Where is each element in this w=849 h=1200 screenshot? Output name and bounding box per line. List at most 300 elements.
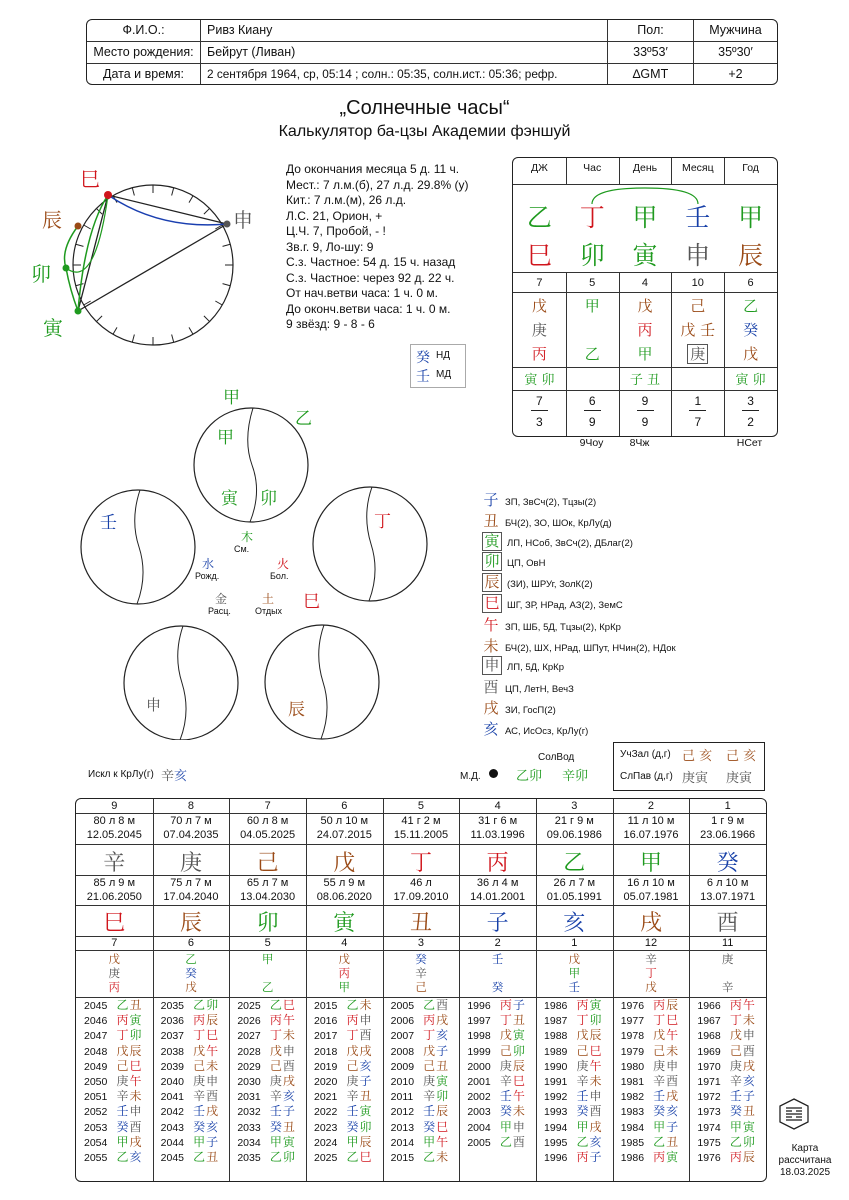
luck-age-mid: 16 л 10 м (627, 877, 675, 889)
clock-point-chen (75, 223, 82, 230)
year-number: 1980 (620, 1060, 645, 1073)
luck-pillars-table (75, 798, 767, 1182)
year-number: 2003 (467, 1106, 491, 1119)
year-stem: 癸 (729, 1104, 742, 1119)
star-row (482, 656, 564, 676)
hidden-stem-boxed: 庚 (687, 344, 708, 364)
luck-branch: 卯 (256, 911, 279, 936)
pillar-header: ДЖ (530, 162, 548, 174)
pillar-hidden-stem: 丙 (637, 321, 653, 339)
year-number: 2034 (237, 1136, 261, 1149)
year-stem: 壬 (423, 1104, 436, 1119)
element-char: 土 (261, 592, 274, 606)
fraction-bar (742, 410, 759, 411)
luck-stem: 辛 (103, 851, 126, 876)
year-stem: 壬 (346, 1104, 359, 1119)
star-text: ШГ, ЗР, НРад, АЗ(2), ЗемС (507, 600, 623, 611)
star-text: ЗП, ЗвСч(2), Тцзы(2) (505, 497, 597, 508)
luck-number: 3 (417, 937, 425, 949)
name-value: Ривз Киану (201, 20, 608, 41)
luck-date-start: 23.06.1966 (700, 829, 756, 841)
year-number: 2005 (390, 1000, 415, 1012)
year-number: 2053 (84, 1121, 108, 1134)
pillar-column (724, 158, 777, 436)
year-number: 1986 (620, 1152, 645, 1164)
note-year: НСет (736, 437, 763, 449)
year-number: 1978 (620, 1030, 645, 1043)
solvod-1: 乙卯 (516, 769, 543, 784)
year-stem: 乙 (423, 1150, 436, 1164)
luck-date-start: 09.06.1986 (546, 829, 602, 841)
year-number: 2039 (160, 1060, 185, 1073)
star-branch-char: 戌 (483, 699, 499, 717)
md-label: М.Д. (460, 771, 481, 782)
luck-column (76, 799, 153, 1181)
star-branch-char: 丑 (483, 511, 499, 530)
star-branch-char: 未 (483, 636, 499, 655)
sl-label: СлПав (д,г) (620, 771, 673, 782)
luck-hidden-stem: 癸 (491, 980, 504, 994)
luck-number: 1 (571, 937, 578, 949)
luck-year-row (314, 1028, 372, 1044)
element-center-item (234, 528, 284, 554)
luck-stem: 戊 (333, 851, 356, 876)
luck-hidden-stem: 戊 (645, 980, 657, 994)
pillar-column (566, 158, 619, 436)
fraction-bar (531, 410, 548, 411)
element-char: 金 (214, 592, 227, 606)
luck-year-row (237, 1074, 295, 1090)
star-row (482, 677, 574, 697)
luck-year-row (621, 1074, 679, 1090)
luck-year-row (544, 1089, 602, 1105)
luck-age-start: 70 л 7 м (170, 815, 212, 827)
year-number: 2037 (160, 1030, 185, 1043)
luck-year-row (391, 1150, 449, 1166)
year-number: 2021 (314, 1091, 338, 1104)
year-stem: 庚 (193, 1074, 206, 1088)
luck-year-row (621, 1104, 679, 1120)
palace-top-label: НД (436, 350, 450, 361)
uch-1: 己 亥 (682, 749, 713, 764)
year-number: 2025 (314, 1152, 338, 1164)
iskl-chars: 辛亥 (161, 769, 188, 784)
pillar-hidden-stem: 庚 (531, 321, 547, 339)
element-center-item (270, 555, 320, 581)
year-branch: 子 (589, 1150, 602, 1164)
clock-tick (204, 208, 210, 214)
luck-hidden-stem: 癸 (185, 966, 197, 980)
luck-age-start: 21 г 9 м (554, 815, 594, 827)
luck-stem: 己 (256, 851, 279, 876)
luck-year-row (467, 1104, 525, 1120)
year-number: 1979 (620, 1045, 645, 1058)
luck-hidden-stem: 戊 (108, 952, 121, 966)
solvod-label: СолВод (538, 752, 575, 763)
year-stem: 己 (269, 1058, 282, 1073)
year-number: 1994 (544, 1121, 568, 1134)
clock-tick (96, 316, 102, 322)
luck-year-row (621, 1135, 679, 1151)
pillar-hidden-stem (671, 343, 724, 365)
luck-hidden-stem: 癸 (415, 952, 427, 966)
fraction-bottom: 3 (536, 415, 543, 429)
year-branch: 寅 (282, 1134, 295, 1149)
luck-year-row (544, 1135, 602, 1151)
luck-hidden-stem: 壬 (491, 952, 504, 966)
luck-stem: 癸 (716, 851, 739, 876)
year-stem: 辛 (499, 1074, 512, 1088)
pillar-header: Час (583, 162, 602, 174)
gender-value: Мужчина (709, 23, 762, 37)
luck-hidden-stem: 乙 (185, 952, 197, 966)
year-stem: 乙 (576, 1134, 589, 1149)
luck-year-row (391, 1089, 449, 1105)
year-branch: 巳 (206, 1028, 219, 1043)
luck-year-row (237, 998, 295, 1014)
clock-tick (84, 225, 91, 229)
luck-year-row (621, 1059, 679, 1075)
luck-hidden-stem: 戊 (568, 952, 581, 966)
year-number: 2024 (314, 1136, 338, 1149)
luck-year-row (621, 1013, 679, 1029)
year-branch: 亥 (666, 1104, 679, 1119)
luck-year-row (84, 1044, 142, 1060)
academy-logo-icon (777, 1097, 811, 1139)
year-number: 1990 (544, 1060, 568, 1073)
clock-point-mao (63, 265, 70, 272)
year-branch: 卯 (512, 1043, 525, 1058)
year-number: 1971 (697, 1076, 721, 1088)
fraction-bottom: 2 (747, 415, 754, 429)
circle-label-yi: 乙 (295, 409, 312, 429)
luck-number: 6 (187, 937, 195, 949)
luck-index: 1 (724, 800, 731, 812)
luck-hidden-stem: 乙 (261, 980, 274, 994)
date-label: Дата и время: (87, 64, 201, 85)
luck-year-row (621, 998, 679, 1014)
pillar-branch: 卯 (579, 241, 605, 270)
year-stem: 丁 (576, 1013, 589, 1028)
luck-number: 5 (264, 937, 271, 949)
iskl-label: Искл к КрЛу(г) (88, 769, 154, 780)
year-stem: 乙 (193, 1150, 206, 1164)
clock-tick (223, 244, 231, 246)
year-stem: 乙 (193, 998, 206, 1012)
luck-index: 4 (494, 800, 501, 812)
star-branch-char: 申 (482, 656, 502, 675)
circle-label-jia: 甲 (223, 388, 240, 408)
year-number: 1995 (544, 1136, 568, 1149)
latitude: 33º53′ (608, 42, 694, 63)
pillar-number: 10 (691, 277, 704, 289)
clock-tick (132, 188, 134, 196)
year-number: 2036 (160, 1015, 185, 1028)
year-number: 1996 (544, 1152, 568, 1164)
year-stem: 庚 (499, 1058, 512, 1073)
year-stem: 戊 (423, 1043, 436, 1058)
star-row (482, 532, 633, 552)
pillar-number: 5 (589, 277, 596, 289)
year-number: 2027 (237, 1030, 261, 1043)
pillar-hidden-stem: 乙 (584, 345, 600, 363)
year-stem: 丁 (346, 1028, 359, 1043)
luck-age-mid: 65 л 7 м (246, 877, 289, 889)
year-branch: 寅 (666, 1150, 679, 1164)
year-number: 1967 (697, 1015, 721, 1028)
year-number: 2011 (390, 1091, 414, 1104)
luck-year-row (84, 1104, 142, 1120)
year-stem: 庚 (729, 1058, 742, 1073)
year-number: 1973 (697, 1106, 721, 1119)
year-number: 2012 (390, 1106, 415, 1119)
page-title: „Солнечные часы“ (339, 97, 510, 119)
luck-year-row (697, 1089, 755, 1105)
clock-label-yin: 寅 (43, 316, 63, 340)
star-text: АС, ИсОсз, КрЛу(г) (505, 725, 589, 737)
luck-year-row (391, 1135, 449, 1151)
year-branch: 未 (282, 1028, 295, 1043)
year-number: 1976 (620, 1000, 645, 1012)
luck-branch: 寅 (333, 911, 356, 936)
luck-stem: 庚 (179, 851, 202, 876)
luck-year-row (237, 1135, 295, 1151)
year-stem: 庚 (653, 1058, 666, 1073)
year-stem: 壬 (193, 1104, 206, 1119)
star-row (482, 573, 593, 593)
sl-1: 庚寅 (682, 771, 709, 786)
year-stem: 甲 (193, 1134, 206, 1149)
pillar-hidden-stem: 戊 (637, 297, 653, 315)
luck-number: 7 (111, 937, 118, 949)
year-stem: 壬 (116, 1104, 129, 1119)
year-number: 1981 (620, 1076, 645, 1088)
header-row-date (87, 64, 777, 85)
luck-stem: 丙 (486, 851, 509, 876)
year-number: 2035 (237, 1152, 261, 1164)
luck-year-row (467, 1013, 525, 1029)
luck-year-row (467, 1074, 525, 1090)
year-number: 2038 (160, 1045, 185, 1058)
year-branch: 巳 (666, 1013, 679, 1028)
clock-tick (172, 335, 174, 343)
pillar-branch: 辰 (738, 241, 764, 270)
luck-column (383, 799, 460, 1181)
pillar-hidden-stem: 戊 壬 (680, 321, 716, 339)
year-branch: 卯 (206, 998, 219, 1012)
luck-year-row (161, 1074, 219, 1090)
year-branch: 未 (742, 1013, 755, 1028)
year-number: 1982 (620, 1091, 645, 1104)
info-block (286, 162, 468, 333)
year-number: 2015 (314, 1000, 338, 1012)
year-branch: 卯 (359, 1119, 372, 1134)
luck-year-row (161, 998, 219, 1014)
star-row (482, 490, 596, 510)
luck-date-mid: 21.06.2050 (86, 891, 142, 903)
luck-date-start: 12.05.2045 (86, 829, 142, 841)
luck-hidden-stem: 甲 (568, 966, 581, 980)
year-branch: 戌 (436, 1013, 449, 1028)
luck-year-row (314, 1074, 372, 1090)
header-table (86, 19, 778, 85)
star-branch-char: 寅 (482, 532, 502, 551)
year-number: 2025 (237, 1000, 261, 1012)
pillar-empty: 子 丑 (629, 373, 661, 388)
year-stem: 乙 (269, 1150, 282, 1164)
star-row (482, 636, 676, 656)
year-number: 1966 (697, 1000, 721, 1012)
luck-age-start: 80 л 8 м (93, 815, 136, 827)
year-stem: 癸 (193, 1119, 206, 1134)
fraction-top: 7 (536, 394, 543, 408)
year-stem: 癸 (423, 1119, 436, 1134)
star-row (482, 615, 621, 635)
luck-age-start: 11 л 10 м (627, 815, 675, 827)
luck-age-start: 1 г 9 м (711, 815, 745, 827)
year-branch: 酉 (666, 1074, 679, 1088)
place-value: Бейрут (Ливан) (201, 42, 608, 63)
luck-year-row (544, 1104, 602, 1120)
luck-year-row (161, 1028, 219, 1044)
luck-branch: 酉 (716, 911, 739, 936)
year-stem: 丁 (193, 1028, 206, 1043)
year-number: 2006 (390, 1015, 415, 1028)
year-branch: 申 (742, 1028, 755, 1043)
year-stem: 丙 (729, 998, 742, 1012)
year-number: 1974 (697, 1121, 721, 1134)
year-stem: 甲 (499, 1119, 512, 1134)
info-line: От нач.ветви часа: 1 ч. 0 м. (286, 286, 438, 300)
luck-year-row (697, 998, 755, 1014)
year-stem: 丙 (193, 1013, 206, 1028)
luck-year-row (697, 1059, 755, 1075)
year-branch: 戌 (129, 1134, 142, 1149)
element-center-item (255, 590, 305, 616)
year-branch: 卯 (742, 1134, 755, 1149)
year-number: 1976 (697, 1152, 721, 1164)
year-stem: 壬 (729, 1089, 742, 1104)
year-branch: 巳 (512, 1074, 525, 1088)
year-branch: 申 (666, 1058, 679, 1073)
element-label: См. (234, 544, 250, 554)
luck-number: 4 (341, 937, 348, 949)
year-branch: 酉 (742, 1043, 755, 1058)
year-number: 2028 (237, 1045, 261, 1058)
luck-year-row (467, 998, 525, 1014)
luck-date-start: 11.03.1996 (470, 829, 525, 841)
palace-top-char: 癸 (416, 350, 430, 366)
year-branch: 辰 (206, 1013, 219, 1028)
year-branch: 巳 (359, 1150, 372, 1164)
year-stem: 辛 (193, 1089, 206, 1104)
year-stem: 丁 (499, 1013, 512, 1028)
year-branch: 未 (436, 1150, 449, 1164)
year-stem: 戊 (653, 1028, 666, 1043)
uch-2: 己 亥 (726, 749, 757, 764)
year-stem: 己 (653, 1043, 666, 1058)
info-line: Л.С. 21, Орион, + (286, 208, 383, 223)
year-number: 2019 (314, 1060, 338, 1073)
info-line: Мест.: 7 л.м.(б), 27 л.д. 29.8% (у) (286, 177, 469, 192)
element-label: Расц. (208, 606, 231, 616)
year-number: 1997 (467, 1015, 491, 1028)
fraction-bottom: 7 (694, 415, 702, 429)
info-line: Зв.г. 9, Ло-шу: 9 (286, 239, 374, 254)
luck-stem: 丁 (409, 851, 432, 876)
luck-age-mid: 36 л 4 м (476, 877, 519, 889)
year-number: 2004 (467, 1121, 491, 1134)
luck-year-row (391, 1104, 449, 1120)
luck-year-row (621, 1120, 679, 1136)
info-line: С.з. Частное: через 92 д. 22 ч. (286, 270, 455, 285)
element-label: Отдых (255, 606, 283, 616)
year-stem: 壬 (269, 1104, 282, 1119)
note-hour: 9Чоу (579, 437, 604, 449)
year-branch: 寅 (359, 1104, 372, 1119)
year-stem: 甲 (576, 1119, 589, 1134)
year-stem: 戊 (116, 1043, 129, 1058)
luck-age-mid: 6 л 10 м (706, 877, 749, 889)
luck-year-row (84, 998, 142, 1014)
year-stem: 庚 (269, 1074, 282, 1088)
luck-date-start: 24.07.2015 (316, 829, 372, 841)
year-stem: 丁 (423, 1028, 436, 1043)
luck-age-mid: 85 л 9 м (93, 877, 136, 889)
year-branch: 戌 (206, 1104, 219, 1119)
year-branch: 午 (742, 998, 755, 1012)
year-stem: 庚 (423, 1074, 436, 1088)
luck-date-mid: 14.01.2001 (470, 891, 526, 903)
pillar-branch: 寅 (632, 241, 658, 270)
year-stem: 乙 (653, 1134, 666, 1149)
luck-index: 3 (571, 800, 578, 812)
element-label: Бол. (270, 571, 289, 581)
header-row-place (87, 42, 777, 64)
luck-year-row (544, 1120, 602, 1136)
year-stem: 丁 (653, 1013, 666, 1028)
circle-label-chen: 辰 (288, 700, 305, 720)
year-branch: 辰 (512, 1058, 525, 1073)
year-branch: 酉 (589, 1104, 602, 1119)
year-number: 2040 (160, 1076, 185, 1088)
year-number: 2045 (160, 1152, 185, 1164)
year-branch: 寅 (129, 1013, 142, 1028)
star-text: БЧ(2), ЗО, ШОк, КрЛу(д) (505, 517, 612, 529)
year-number: 2023 (314, 1121, 338, 1134)
year-branch: 午 (512, 1089, 525, 1104)
year-stem: 戊 (346, 1043, 359, 1058)
year-branch: 辰 (742, 1150, 755, 1164)
year-stem: 甲 (423, 1134, 436, 1149)
year-branch: 午 (206, 1043, 219, 1058)
year-branch: 寅 (512, 1028, 525, 1043)
luck-year-row (621, 1028, 679, 1044)
year-stem: 丙 (499, 998, 512, 1012)
year-stem: 辛 (423, 1089, 436, 1104)
star-text: БЧ(2), ШХ, НРад, ШПут, НЧин(2), НДок (505, 642, 676, 654)
luck-year-row (697, 1120, 755, 1136)
pillar-hidden-stem: 甲 (637, 345, 653, 363)
year-branch: 亥 (359, 1058, 372, 1073)
year-branch: 辰 (666, 998, 679, 1012)
element-char: 木 (240, 530, 253, 544)
luck-column (689, 799, 766, 1181)
year-branch: 寅 (589, 998, 602, 1012)
clock-tick (189, 196, 193, 203)
year-number: 2001 (467, 1076, 491, 1088)
pillar-number: 4 (641, 277, 649, 289)
